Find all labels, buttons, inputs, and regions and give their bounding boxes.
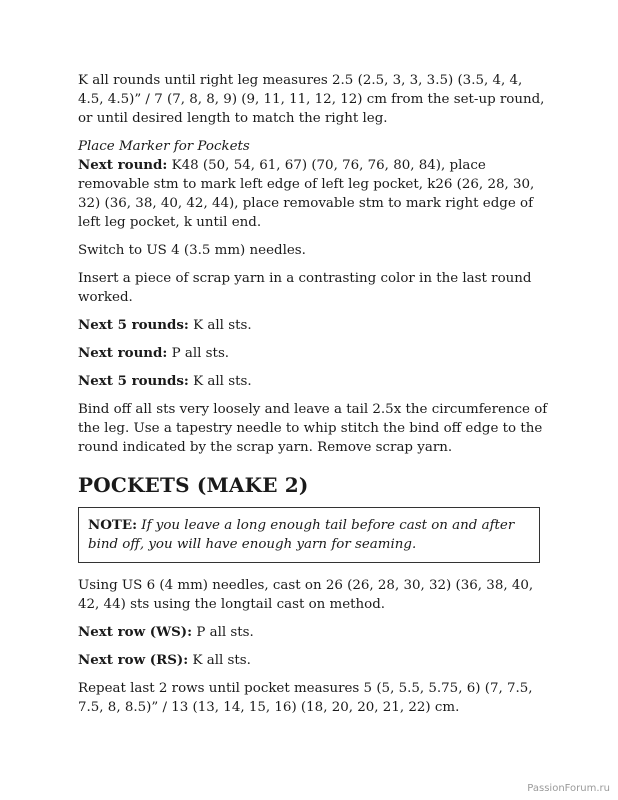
cast-on-paragraph: Using US 6 (4 mm) needles, cast on 26 (26, 28, 30, 32) (36, 38, 40, 42, 44) sts using the longtail cast on method. <box>78 578 534 612</box>
note-label: NOTE: <box>88 517 138 533</box>
note-text: If you leave a long enough tail before cast on and after bind off, you will have enough yarn for seaming. <box>88 518 515 552</box>
leg-length-paragraph: K all rounds until right leg measures 2.5 (2.5, 3, 3, 3.5) (3.5, 4, 4, 4.5, 4.5)” / 7 (7, 8, 8, 9) (9, 11, 11, 12, 12) cm from the set-up round, or until desired length to match the right leg. <box>78 73 545 126</box>
ws-row-label: Next row (WS): <box>78 624 193 640</box>
note-paragraph <box>88 516 529 554</box>
round-instruction-1 <box>78 316 548 335</box>
ws-row-instruction <box>78 623 548 642</box>
round-label-3: Next 5 rounds: <box>78 373 189 389</box>
round-instruction-3 <box>78 372 548 391</box>
switch-needles-paragraph: Switch to US 4 (3.5 mm) needles. <box>78 243 306 258</box>
note-box <box>78 507 540 563</box>
round-text-1: K all sts. <box>188 318 252 333</box>
next-round-text: K48 (50, 54, 61, 67) (70, 76, 76, 80, 84), place removable stm to mark left edge of left leg pocket, k26 (26, 28, 30, 32) (36, 38, 40, 42, 44), place removable stm to mark right edge of left leg pocket, k until end. <box>78 158 535 230</box>
round-text-2: P all sts. <box>167 346 230 361</box>
marker-instruction <box>78 156 548 232</box>
rs-row-text: K all sts. <box>188 653 251 668</box>
round-instruction-2 <box>78 344 548 363</box>
round-label-2: Next round: <box>78 345 168 361</box>
repeat-paragraph: Repeat last 2 rows until pocket measures 5 (5, 5.5, 5.75, 6) (7, 7.5, 7.5, 8, 8.5)” / 13 (13, 14, 15, 16) (18, 20, 20, 21, 22) cm. <box>78 681 533 715</box>
page-content <box>78 71 548 726</box>
ws-row-text: P all sts. <box>192 625 254 640</box>
scrap-yarn-paragraph: Insert a piece of scrap yarn in a contrasting color in the last round worked. <box>78 271 532 305</box>
next-round-label: Next round: <box>78 157 168 173</box>
rs-row-label: Next row (RS): <box>78 652 189 668</box>
pockets-heading: POCKETS (MAKE 2) <box>78 473 309 497</box>
rs-row-instruction <box>78 651 548 670</box>
round-label-1: Next 5 rounds: <box>78 317 189 333</box>
watermark: PassionForum.ru <box>527 783 610 794</box>
bind-off-paragraph: Bind off all sts very loosely and leave a tail 2.5x the circumference of the leg. Use a tapestry needle to whip stitch the bind off edge to the round indicated by the scrap yarn. Remove scrap yarn. <box>78 402 548 455</box>
marker-subheading: Place Marker for Pockets <box>78 139 250 154</box>
round-text-3: K all sts. <box>188 374 252 389</box>
